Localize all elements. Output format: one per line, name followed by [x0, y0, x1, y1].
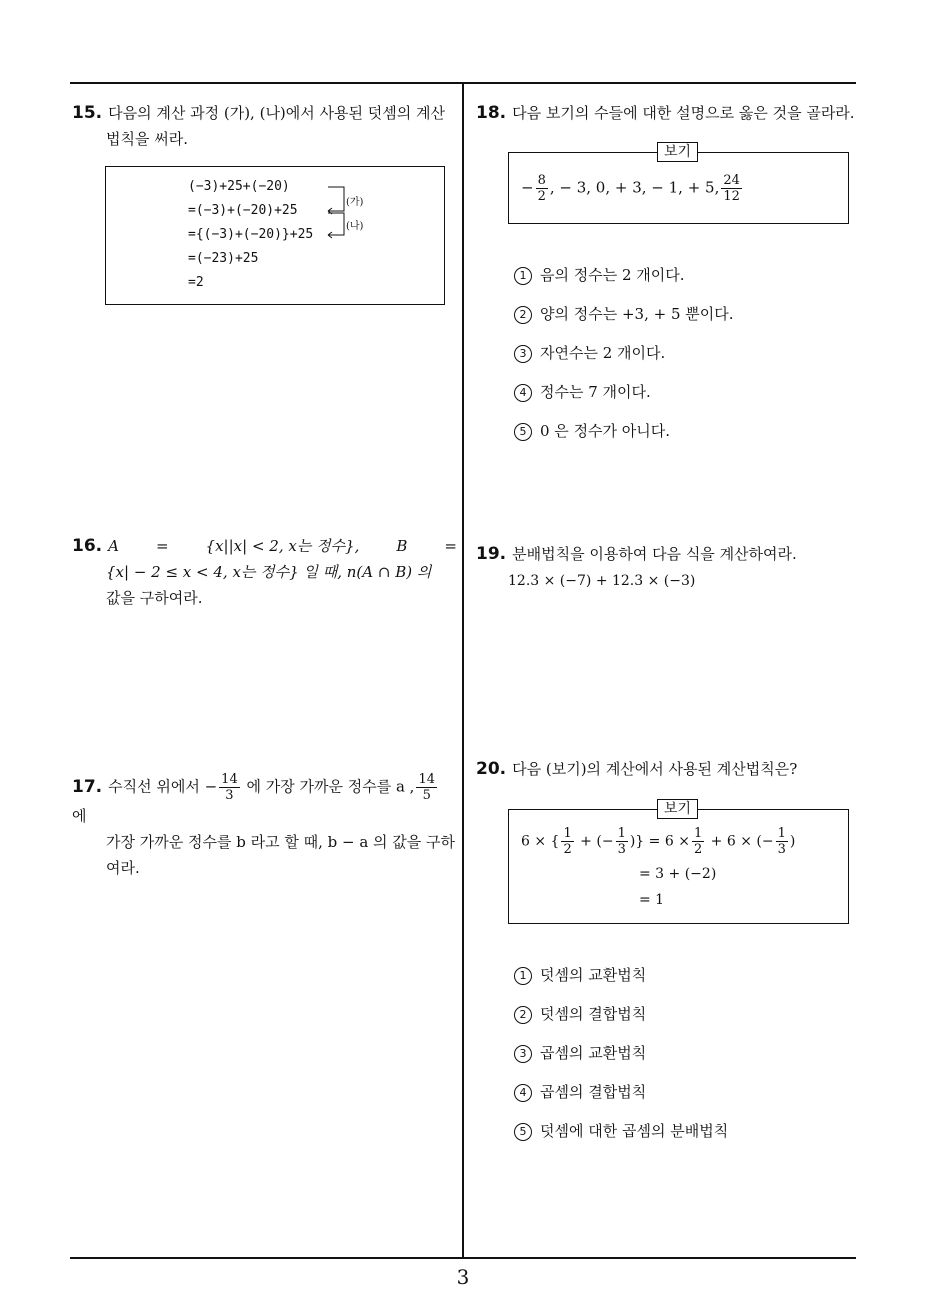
choice-3[interactable] [514, 342, 665, 363]
question-text-3: 에 [72, 807, 87, 825]
question-text-cont: {x| − 2 ≤ x < 4, x는 정수} 일 때, n(A ∩ B) 의 [106, 563, 432, 581]
choice-mark: 4 [514, 1084, 532, 1102]
choice-mark: 1 [514, 967, 532, 985]
question-text-end: 여라. [106, 859, 140, 877]
question-text: 수직선 위에서 − [108, 777, 218, 796]
calc-line-1: 6 × { $\frac{1}{2}$ + (− $\frac{1}{3}$ )} = 6 × $\frac{1}{2}$ + 6 × (− $\frac{1}{3}$ ) [521, 826, 796, 857]
question-text: 다음 (보기)의 계산에서 사용된 계산법칙은? [512, 760, 798, 778]
question-text-cont: 가장 가까운 정수를 b 라고 할 때, b − a 의 값을 구하 [106, 833, 456, 851]
calc-line-1: (−3)+25+(−20) [188, 179, 290, 194]
question-text: 다음 보기의 수들에 대한 설명으로 옳은 것을 골라라. [512, 104, 855, 122]
equals-sign: = [155, 537, 169, 555]
set-a-name: A [108, 537, 119, 555]
calc-line-5: =2 [188, 275, 204, 290]
question-text: 다음의 계산 과정 (가), (나)에서 사용된 덧셈의 계산 [108, 104, 445, 122]
choice-text: 덧셈의 교환법칙 [540, 966, 647, 984]
calc-line-3: = 1 [639, 892, 665, 908]
fraction-14-5: $\frac{14}{5}$ [418, 772, 435, 803]
question-number: 20. [476, 759, 507, 779]
calc-line-3: ={(−3)+(−20)}+25 [188, 227, 314, 242]
choice-text: 덧셈에 대한 곱셈의 분배법칙 [540, 1122, 729, 1140]
set-a-definition: {x||x| < 2, x는 정수}, [205, 537, 360, 555]
question-number: 15. [72, 103, 103, 123]
example-box-20 [508, 801, 849, 924]
expression: 12.3 × (−7) + 12.3 × (−3) [508, 573, 696, 589]
choice-1[interactable] [514, 964, 646, 985]
choice-text: 곱셈의 결합법칙 [540, 1083, 647, 1101]
choice-4[interactable] [514, 1081, 646, 1102]
step-arrows [324, 183, 348, 239]
question-17 [72, 772, 457, 881]
question-text-cont: 법칙을 써라. [106, 130, 188, 148]
choice-2[interactable] [514, 1003, 646, 1024]
choice-mark: 3 [514, 345, 532, 363]
question-number: 17. [72, 776, 103, 797]
calc-line-4: =(−23)+25 [188, 251, 259, 266]
example-numbers: − $\frac{8}{2}$ , − 3, 0, + 3, − 1, + 5, $\frac{24}{12}$ [521, 173, 740, 204]
question-15 [72, 100, 457, 152]
choice-5[interactable] [514, 420, 670, 441]
choice-mark: 2 [514, 1006, 532, 1024]
choice-mark: 2 [514, 306, 532, 324]
choice-text: 0 은 정수가 아니다. [540, 422, 671, 440]
bottom-rule [70, 1257, 856, 1259]
question-text: 분배법칙을 이용하여 다음 식을 계산하여라. [512, 545, 797, 563]
choice-text: 덧셈의 결합법칙 [540, 1005, 647, 1023]
page-number: 3 [456, 1265, 470, 1289]
choice-mark: 5 [514, 1123, 532, 1141]
choice-text: 곱셈의 교환법칙 [540, 1044, 647, 1062]
choice-5[interactable] [514, 1120, 728, 1141]
question-19 [476, 541, 866, 594]
question-number: 19. [476, 544, 507, 564]
choice-text: 정수는 7 개이다. [540, 383, 651, 401]
choice-mark: 4 [514, 384, 532, 402]
question-number: 18. [476, 103, 507, 123]
choice-4[interactable] [514, 381, 651, 402]
choice-3[interactable] [514, 1042, 646, 1063]
example-box [508, 144, 849, 224]
choice-mark: 3 [514, 1045, 532, 1063]
equals-sign-b: = [444, 537, 457, 555]
calc-line-2: =(−3)+(−20)+25 [188, 203, 298, 218]
tag-na: (나) [346, 221, 364, 232]
calc-line-2: = 3 + (−2) [639, 866, 717, 882]
question-20 [476, 756, 866, 782]
question-16 [72, 533, 457, 611]
choice-text: 양의 정수는 +3, + 5 뿐이다. [540, 305, 734, 323]
choice-2[interactable] [514, 303, 734, 324]
tag-ga: (가) [346, 197, 364, 208]
fraction-14-3: $\frac{14}{3}$ [221, 772, 238, 803]
choice-mark: 1 [514, 267, 532, 285]
column-divider [462, 83, 464, 1258]
question-text-end: 값을 구하여라. [106, 589, 203, 607]
question-text-2: 에 가장 가까운 정수를 a , [241, 777, 415, 796]
choice-1[interactable] [514, 264, 685, 285]
question-18 [476, 100, 866, 126]
choice-mark: 5 [514, 423, 532, 441]
calculation-box [105, 166, 445, 305]
example-label: 보기 [657, 142, 698, 162]
example-label: 보기 [657, 799, 698, 819]
set-b-name: B [396, 537, 408, 555]
choice-text: 자연수는 2 개이다. [540, 344, 666, 362]
choice-text: 음의 정수는 2 개이다. [540, 266, 685, 284]
question-number: 16. [72, 536, 103, 556]
